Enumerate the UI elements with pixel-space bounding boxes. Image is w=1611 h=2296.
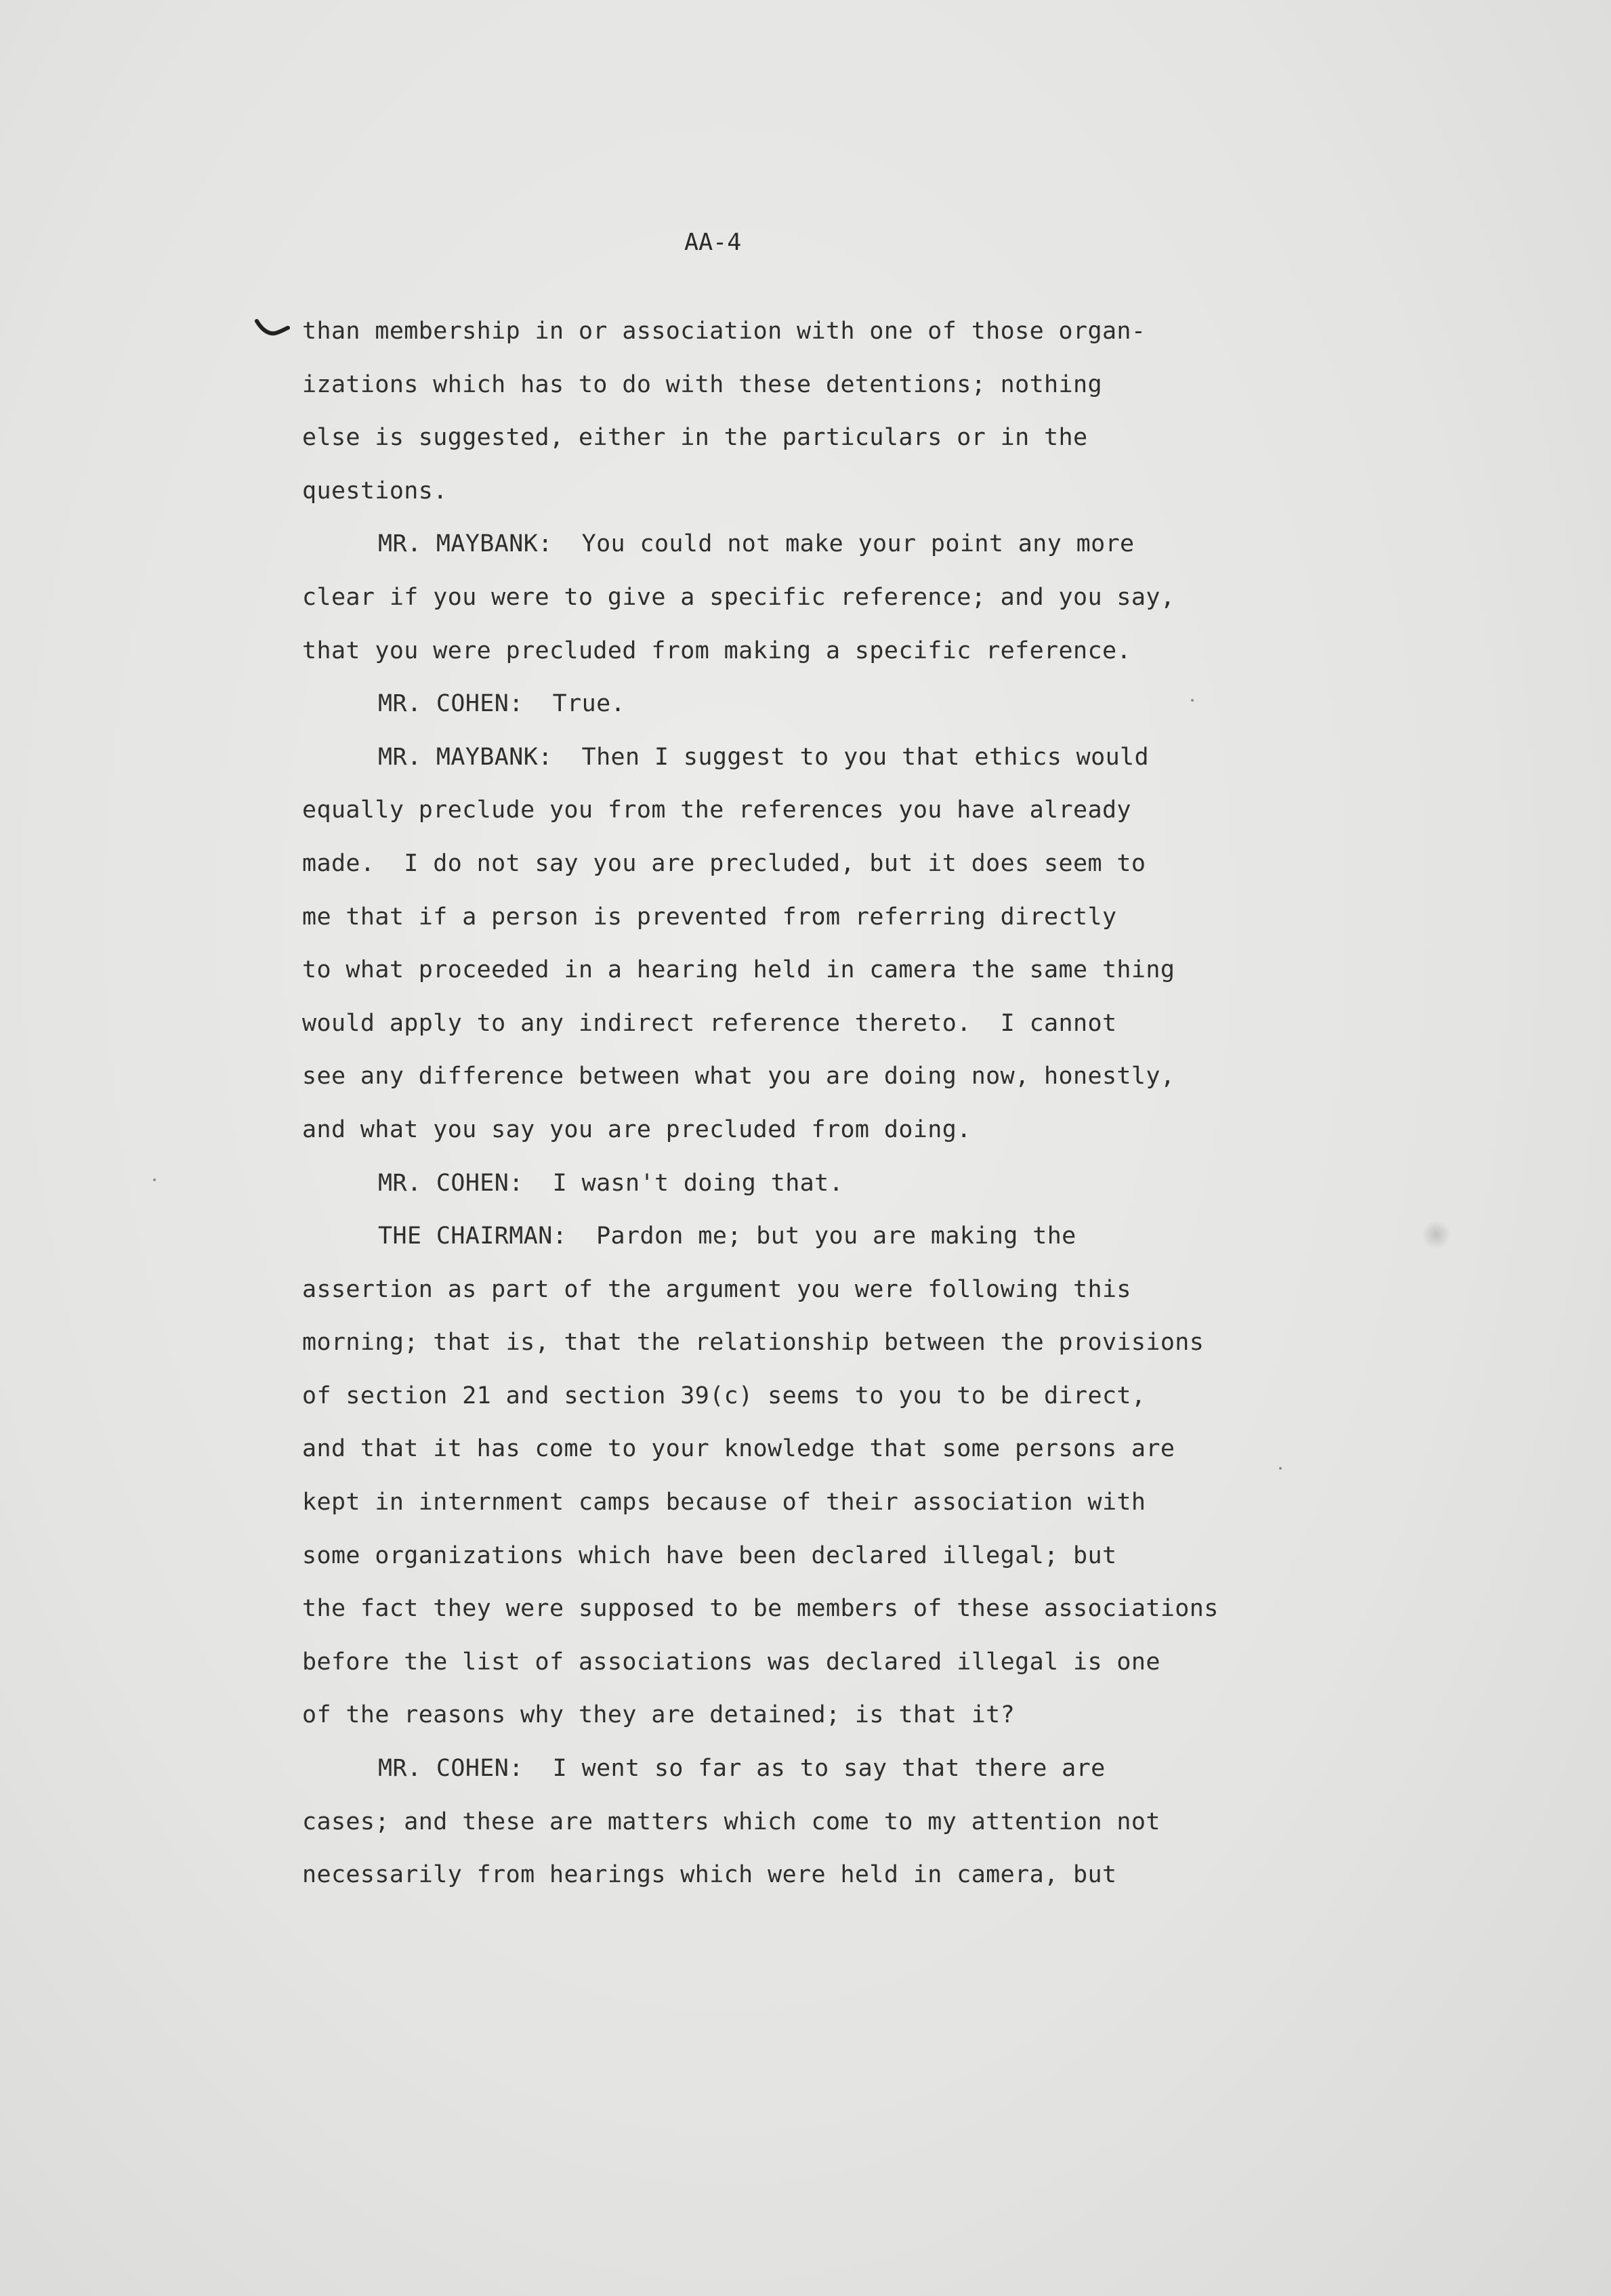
text-line: me that if a person is prevented from referring directly bbox=[302, 903, 1117, 931]
text-line: izations which has to do with these detentions; nothing bbox=[302, 370, 1102, 398]
text-line-speaker-chairman: THE CHAIRMAN: Pardon me; but you are making the bbox=[378, 1223, 1076, 1250]
document-body bbox=[302, 305, 1359, 1902]
text-line-speaker-cohen: MR. COHEN: I wasn't doing that. bbox=[378, 1169, 844, 1197]
text-line: equally preclude you from the references you have already bbox=[302, 796, 1131, 824]
paper-speck bbox=[1191, 699, 1194, 702]
text-line: before the list of associations was declared illegal is one bbox=[302, 1648, 1160, 1676]
paper-speck bbox=[1279, 1467, 1282, 1470]
text-line: assertion as part of the argument you were following this bbox=[302, 1275, 1131, 1303]
text-line: clear if you were to give a specific reference; and you say, bbox=[302, 583, 1175, 611]
text-line-speaker-cohen: MR. COHEN: True. bbox=[378, 690, 626, 718]
text-line: else is suggested, either in the particulars or in the bbox=[302, 424, 1088, 452]
text-line: see any difference between what you are doing now, honestly, bbox=[302, 1063, 1175, 1090]
text-line: to what proceeded in a hearing held in camera the same thing bbox=[302, 956, 1175, 984]
page-number: AA-4 bbox=[684, 229, 742, 256]
text-line: than membership in or association with one of those organ- bbox=[302, 318, 1146, 345]
text-line: made. I do not say you are precluded, but it does seem to bbox=[302, 849, 1146, 877]
text-line-speaker-maybank: MR. MAYBANK: Then I suggest to you that ethics would bbox=[378, 743, 1150, 771]
text-line: of the reasons why they are detained; is that it? bbox=[302, 1701, 1016, 1729]
text-line: morning; that is, that the relationship between the provisions bbox=[302, 1329, 1205, 1357]
text-line: and that it has come to your knowledge that some persons are bbox=[302, 1435, 1175, 1463]
text-line: kept in internment camps because of their association with bbox=[302, 1489, 1146, 1516]
paper-speck bbox=[153, 1178, 156, 1181]
text-line: would apply to any indirect reference thereto. I cannot bbox=[302, 1009, 1117, 1037]
text-line: questions. bbox=[302, 477, 448, 505]
text-line: of section 21 and section 39(c) seems to you to be direct, bbox=[302, 1382, 1146, 1409]
text-line: and what you say you are precluded from doing. bbox=[302, 1115, 971, 1143]
text-line: that you were precluded from making a specific reference. bbox=[302, 637, 1131, 664]
paper-smudge bbox=[1423, 1219, 1450, 1250]
check-mark-icon bbox=[255, 317, 290, 339]
text-line: some organizations which have been declared illegal; but bbox=[302, 1542, 1117, 1569]
text-line: the fact they were supposed to be members of these associations bbox=[302, 1595, 1219, 1623]
text-line-speaker-maybank: MR. MAYBANK: You could not make your point any more bbox=[378, 530, 1135, 558]
text-line: cases; and these are matters which come to my attention not bbox=[302, 1808, 1160, 1835]
text-line-speaker-cohen: MR. COHEN: I went so far as to say that there are bbox=[378, 1755, 1106, 1783]
text-line: necessarily from hearings which were held in camera, but bbox=[302, 1861, 1117, 1889]
